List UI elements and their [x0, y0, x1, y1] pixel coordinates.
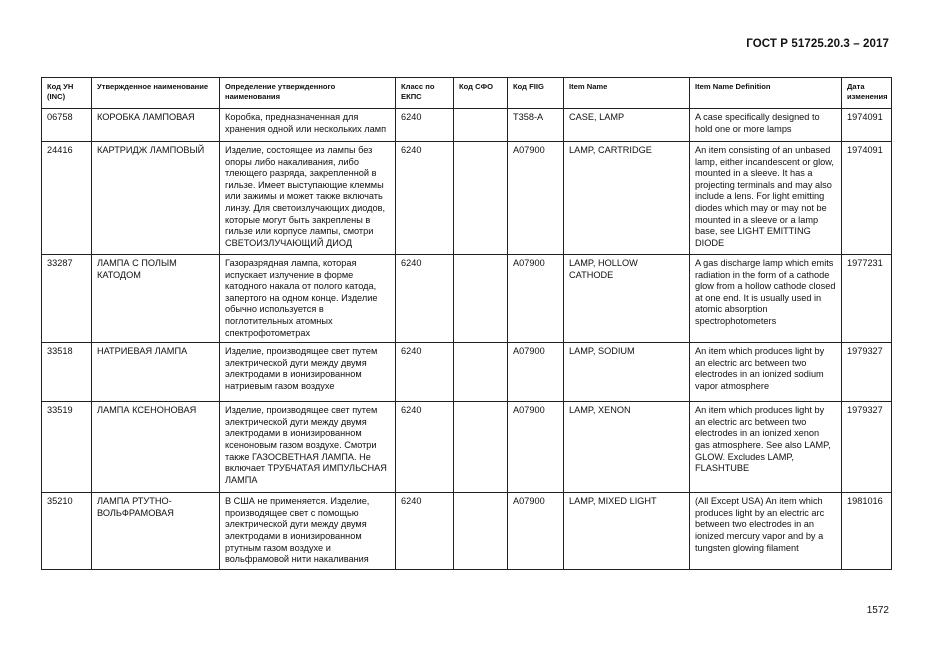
cell-class: 6240: [396, 493, 454, 570]
cell-inc: 33287: [42, 255, 92, 343]
cell-name: ЛАМПА С ПОЛЫМ КАТОДОМ: [92, 255, 220, 343]
cell-item-definition: A case specifically designed to hold one or more lamps: [690, 109, 842, 142]
table-row: [42, 343, 892, 402]
cell-item-definition: (All Except USA) An item which produces light by an electric arc between two electrodes in an ionized mercury vapor and by a tungsten glowing filament: [690, 493, 842, 570]
cell-inc: 33519: [42, 402, 92, 493]
column-header-item-name: Item Name: [564, 78, 690, 109]
cell-inc: 33518: [42, 343, 92, 402]
cell-name: НАТРИЕВАЯ ЛАМПА: [92, 343, 220, 402]
cell-inc: 35210: [42, 493, 92, 570]
cell-definition: Изделие, производящее свет путем электрической дуги между двумя электродами в ионизированном ксеноновым газом воздухе. Смотри также ГАЗОСВЕТНАЯ ЛАМПА. Не включает ТРУБЧАТАЯ ИМПУЛЬСНАЯ ЛАМПА: [220, 402, 396, 493]
table-header-row: [42, 78, 892, 109]
cell-class: 6240: [396, 255, 454, 343]
column-header-name: Утвержденное наименование: [92, 78, 220, 109]
cell-class: 6240: [396, 109, 454, 142]
cell-sfo: [454, 402, 508, 493]
column-header-inc: Код УН (INC): [42, 78, 92, 109]
cell-item-name: LAMP, SODIUM: [564, 343, 690, 402]
cell-fiig: T358-A: [508, 109, 564, 142]
cell-date: 1979327: [842, 402, 892, 493]
cell-item-name: CASE, LAMP: [564, 109, 690, 142]
column-header-definition: Определение утвержденного наименования: [220, 78, 396, 109]
table-row: [42, 142, 892, 255]
table-row: [42, 109, 892, 142]
cell-name: ЛАМПА РТУТНО-ВОЛЬФРАМОВАЯ: [92, 493, 220, 570]
cell-sfo: [454, 255, 508, 343]
cell-date: 1974091: [842, 109, 892, 142]
cell-inc: 24416: [42, 142, 92, 255]
cell-item-name: LAMP, MIXED LIGHT: [564, 493, 690, 570]
cell-name: ЛАМПА КСЕНОНОВАЯ: [92, 402, 220, 493]
cell-item-name: LAMP, HOLLOW CATHODE: [564, 255, 690, 343]
cell-item-name: LAMP, CARTRIDGE: [564, 142, 690, 255]
cell-fiig: A07900: [508, 402, 564, 493]
column-header-fiig: Код FIIG: [508, 78, 564, 109]
cell-fiig: A07900: [508, 142, 564, 255]
cell-name: КАРТРИДЖ ЛАМПОВЫЙ: [92, 142, 220, 255]
cell-item-definition: An item which produces light by an electric arc between two electrodes in an ionized sodium vapor atmosphere: [690, 343, 842, 402]
cell-class: 6240: [396, 343, 454, 402]
cell-inc: 06758: [42, 109, 92, 142]
column-header-class: Класс по ЕКПС: [396, 78, 454, 109]
cell-definition: Изделие, производящее свет путем электрической дуги между двумя электродами в ионизированном натриевым газом воздухе: [220, 343, 396, 402]
column-header-sfo: Код СФО: [454, 78, 508, 109]
cell-name: КОРОБКА ЛАМПОВАЯ: [92, 109, 220, 142]
cell-date: 1979327: [842, 343, 892, 402]
document-header: ГОСТ Р 51725.20.3 – 2017: [746, 38, 889, 50]
cell-sfo: [454, 109, 508, 142]
cell-date: 1977231: [842, 255, 892, 343]
table-row: [42, 493, 892, 570]
page-number: 1572: [866, 605, 889, 616]
cell-class: 6240: [396, 402, 454, 493]
cell-definition: Газоразрядная лампа, которая испускает излучение в форме катодного накала от полого катода, запертого на одном конце. Изделие обычно используется в поглотительных атомных спектрофотометрах: [220, 255, 396, 343]
cell-sfo: [454, 343, 508, 402]
cell-fiig: A07900: [508, 343, 564, 402]
cell-item-definition: A gas discharge lamp which emits radiation in the form of a cathode glow from a hollow cathode closed at one end. It is usually used in atomic absorption spectrophotometers: [690, 255, 842, 343]
column-header-item-definition: Item Name Definition: [690, 78, 842, 109]
cell-definition: Коробка, предназначенная для хранения одной или нескольких ламп: [220, 109, 396, 142]
column-header-date: Дата изменения: [842, 78, 892, 109]
cell-definition: Изделие, состоящее из лампы без опоры либо накаливания, либо тлеющего разряда, закрепленной в гильзе. Имеет выступающие клеммы или зажимы и может также включать линзу. Для светоизлучающих диодов, которые могут быть закреплены в гильзе или корпусе лампы, смотри СВЕТОИЗЛУЧАЮЩИЙ ДИОД: [220, 142, 396, 255]
cell-date: 1974091: [842, 142, 892, 255]
cell-fiig: A07900: [508, 255, 564, 343]
cell-class: 6240: [396, 142, 454, 255]
cell-date: 1981016: [842, 493, 892, 570]
cell-item-definition: An item consisting of an unbased lamp, either incandescent or glow, mounted in a sleeve. It has a projecting terminals and may also include a lens. For light emitting diodes which may or may not be mounted in a sleeve or a lamp base, see LIGHT EMITTING DIODE: [690, 142, 842, 255]
item-names-table: [41, 77, 892, 570]
cell-item-definition: An item which produces light by an electric arc between two electrodes in an ionized xenon gas atmosphere. See also LAMP, GLOW. Excludes LAMP, FLASHTUBE: [690, 402, 842, 493]
cell-sfo: [454, 142, 508, 255]
cell-fiig: A07900: [508, 493, 564, 570]
table-row: [42, 402, 892, 493]
cell-item-name: LAMP, XENON: [564, 402, 690, 493]
table-row: [42, 255, 892, 343]
cell-definition: В США не применяется. Изделие, производящее свет с помощью электрической дуги между двумя электродами в ионизированном ртутным газом воздухе и вольфрамовой нити накаливания: [220, 493, 396, 570]
cell-sfo: [454, 493, 508, 570]
